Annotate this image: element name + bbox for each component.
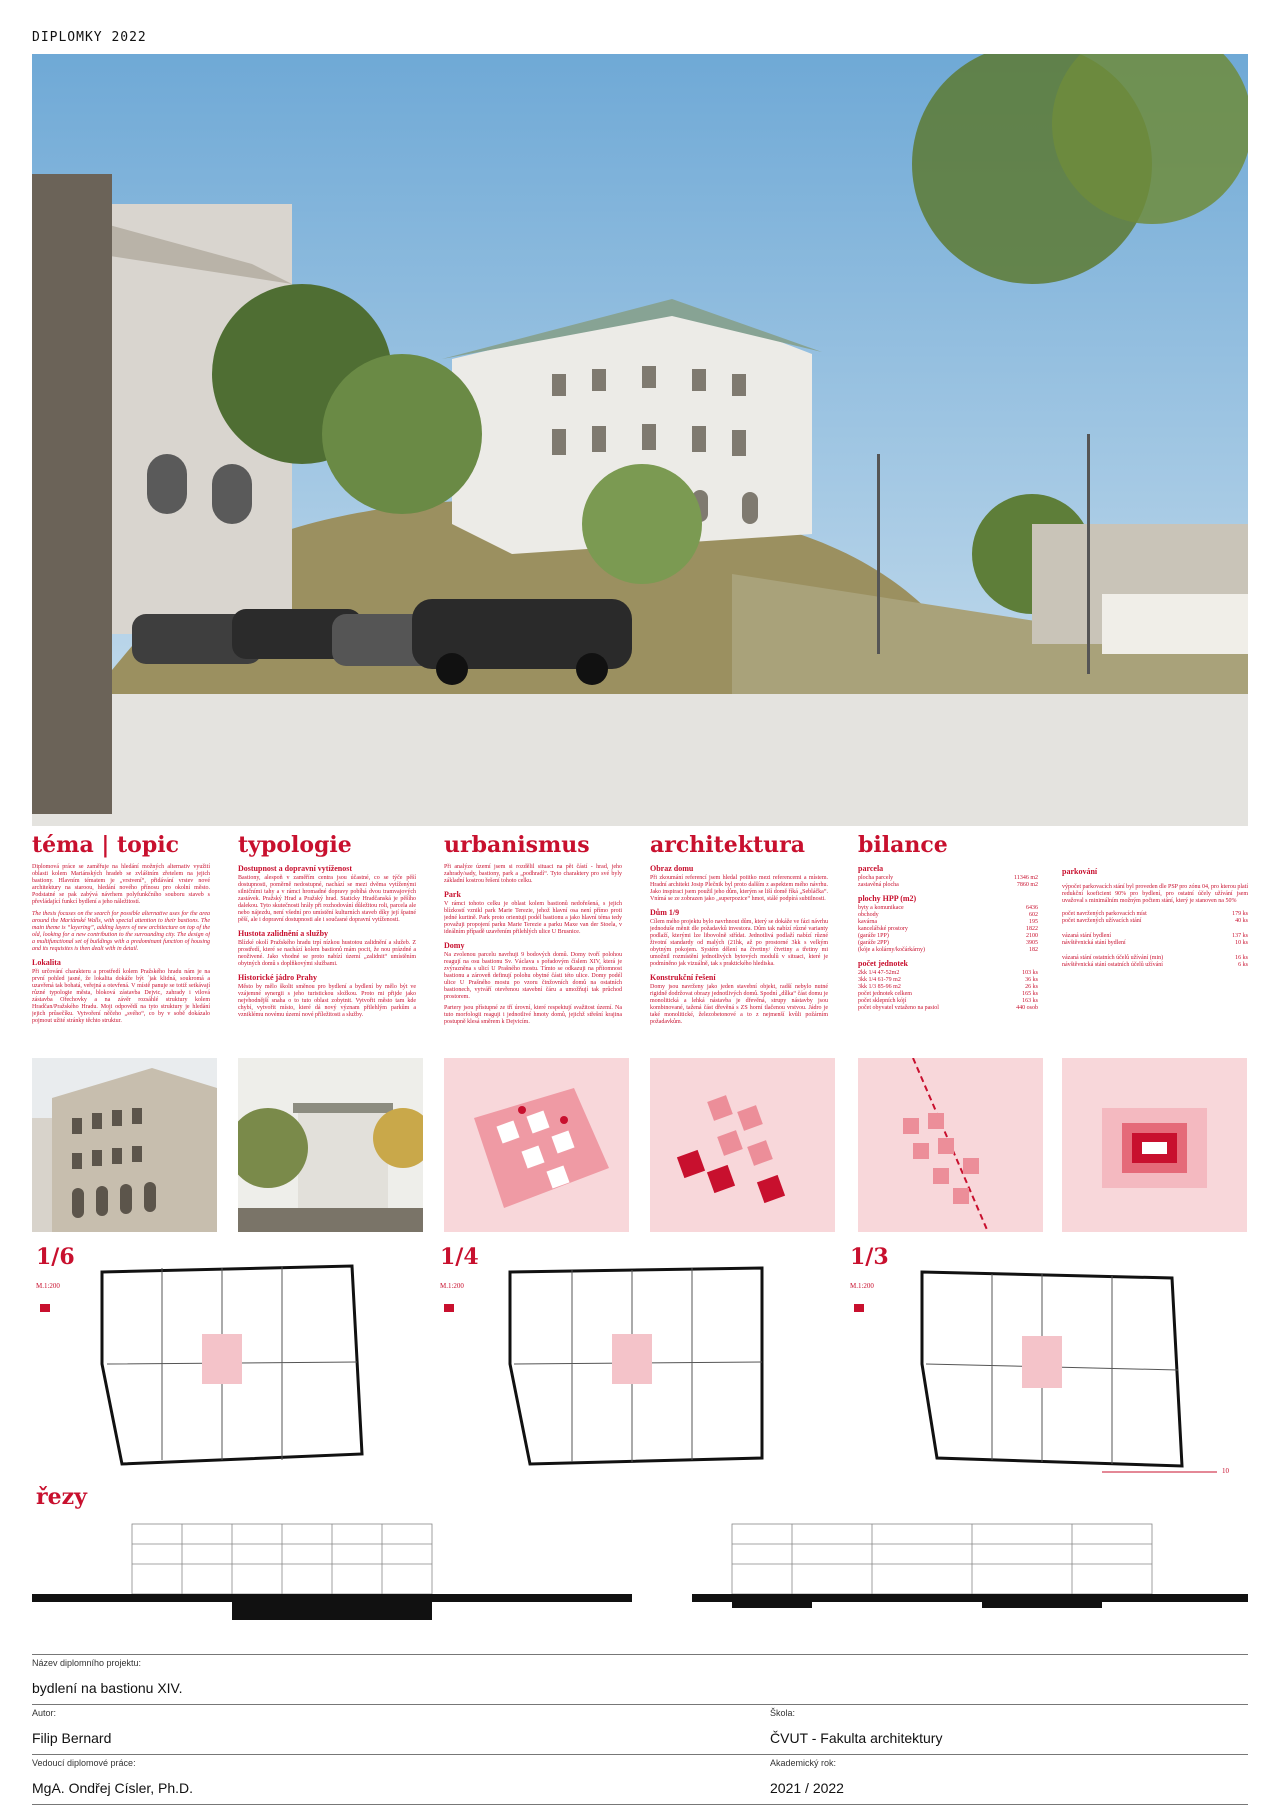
bilance-heading-pocet: počet jednotek xyxy=(858,959,908,968)
parcela-row xyxy=(858,882,1038,889)
plan-label-1-6: 1/6 xyxy=(36,1244,75,1270)
pocet-row-value: 103 ks xyxy=(1022,970,1038,976)
project-value: bydlení na bastionu XIV. xyxy=(32,1680,183,1696)
diagram-site-analysis xyxy=(444,1058,629,1232)
parkovani-other-row-label: návštěvnická stání ostatních účelů užívání xyxy=(1062,962,1163,968)
hero-rendering xyxy=(32,54,1248,826)
pocet-row xyxy=(858,977,1038,984)
bilance-heading-parcela: parcela xyxy=(858,864,884,873)
header-label: DIPLOMKY 2022 xyxy=(32,30,147,45)
urbanismus-paragraph-4: Partery jsou přístupné ze tří úrovní, které respektují svažitost území. Na tuto morfologii reaguji i jednotlivé hmoty domů, jejichž střešní krajina postupně klesá směrem k Dejvicím. xyxy=(444,1005,622,1025)
plochy-row xyxy=(858,912,1038,919)
parkovani-places-row-value: 179 ks xyxy=(1232,911,1248,917)
plan-scale-3: M.1:200 xyxy=(850,1282,874,1290)
plan-scale-2: M.1:200 xyxy=(440,1282,464,1290)
plochy-row xyxy=(858,905,1038,912)
plochy-row xyxy=(858,947,1038,954)
plochy-row-label: (kóje a kolárny/kočárkárny) xyxy=(858,947,925,953)
parcela-row-label: zastavěná plocha xyxy=(858,882,899,888)
plochy-row xyxy=(858,940,1038,947)
pocet-row-value: 36 ks xyxy=(1025,977,1038,983)
parkovani-other-row xyxy=(1062,962,1248,969)
typologie-heading-1: Dostupnost a dopravní vytíženost xyxy=(238,864,353,873)
tema-paragraph-en: The thesis focuses on the search for possible alternative uses for the area around the Mariánské Walls, with special attention to their bastions. The main theme is “layering”, adding layers of new architecture on top of the old, looking for a new contribution to the surrounding city. The design of a multifunctional set of buildings with a predominant function of housing and its requisites is then dealt with in detail. xyxy=(32,911,210,952)
column-typologie-title: typologie xyxy=(238,832,352,858)
reference-photo-building xyxy=(32,1058,217,1232)
parkovani-other-row-value: 16 ks xyxy=(1235,955,1248,961)
parkovani-housing-row-value: 137 ks xyxy=(1232,933,1248,939)
floor-plans-drawing xyxy=(32,1244,1248,1476)
architektura-paragraph-3: Domy jsou navrženy jako jeden stavební objekt, radší nebylo nutné rigidně dodržovat obrazy jednotlivých domů. Spodní „dílka“ část domu je monolitická a lehká nástavba je dřevěná, strupy nástavby jsou kombinované, tažená část dřevěná s ZS horní tlačenou vrstvou. Jádro je také monolitické, železobetonové a to z nejmenší kvůli požárním požadavkům. xyxy=(650,984,828,1025)
school-label: Škola: xyxy=(770,1708,796,1718)
sections-drawing xyxy=(32,1514,1248,1644)
pocet-row xyxy=(858,998,1038,1005)
urbanismus-paragraph-1: Při analýze území jsem si rozdělil situaci na pět částí - hrad, jeho zahrady/sady, bastiony, park a „podhradí“. Tyto charaktery pro své byly základní kostrou řešení tohoto celku. xyxy=(444,864,622,884)
pocet-row xyxy=(858,970,1038,977)
plochy-row xyxy=(858,926,1038,933)
pocet-row-label: počet sklepních kójí xyxy=(858,998,907,1004)
supervisor-label: Vedoucí diplomové práce: xyxy=(32,1758,136,1768)
tema-paragraph-lokalita: Při určování charakteru a prostředí kolem Pražského hradu nám je na první pohled jasné, že lokalita dokáže být ´jak klidná, soukromá a uzavřená tak bohatá, veřejná a otevřená. V místě panuje se totiž setkávají různé typologie města, bloková zástavba Dejvic, zahrady i vilová zástavba Ořechovky a na závěr rozsáhlé struktury kolem Hradčan/Pražského Hradu. Moji odpovědí na tyto struktury je hledání jejich průsečíku. Vytvoření něčeho „svého“, co by v sobě dokázalo pojmout užité stránky těchto struktur. xyxy=(32,969,210,1024)
pocet-row-label: 3kk 1/3 85-96 m2 xyxy=(858,984,901,990)
architektura-paragraph-2: Cílem mého projektu bylo navrhnout dům, který se dokáže ve fázi návrhu jednoduše měnit dle požadavků investora. Dům tak nabízí různé varianty podlaží, kterými lze libovolně střídat. Jednotlivá podlaží nabízí různé životní standardy od malých (21hk, až po prostorné 3kk s velkým obytným pokojem. Systém dělení na čtvrtiny/ čtvrtiny a třetiny mi umožnil rozmístění jednotlivých bytových modulů v situaci, které je podmíněno jak vizuálně, tak s praktického hlediska. xyxy=(650,919,828,967)
typologie-heading-2: Hustota zalidnění a služby xyxy=(238,929,329,938)
plochy-row-label: kancelářské prostory xyxy=(858,926,908,932)
school-value: ČVUT - Fakulta architektury xyxy=(770,1730,943,1746)
plochy-row-value: 3905 xyxy=(1026,940,1038,946)
plochy-row-label: (garáže 2PP) xyxy=(858,940,889,946)
urbanismus-paragraph-3: Na zvolenou parcelu navrhuji 9 bodových domů. Domy tvoří polohou reagují na osu bastionu Sv. Václava s pořadovým číslem XIV, která je zvýrazněna s ulicí U Prašného mostu. Tímto se odkazuji na přítomnost bastionu a zároveň definují polohu obytné části této ulice. Domy podél ulice U Prašného mostu po vzoru činžovních domů na ostatních bastionech, vytváří otevřenou stavební čáru a umožňují tak průchod prostorem. xyxy=(444,952,622,1000)
architektura-heading-3: Konstrukční řešení xyxy=(650,973,716,982)
urbanismus-paragraph-2: V rámci tohoto celku je oblast kolem bastionů nedořešená, s jejich blízkostí vznikl park Marie Terezie, jehož hlavní osa není přímo proti jedné kurtině. Park proto orientuji podél bastionu a jako hlavní téma tedy považuji propojení parku Marie Terezie a parku Maxe van der Stoela, v ideálním případě uzavřením přilehlých ulice U Brusnice. xyxy=(444,901,622,935)
typologie-paragraph-1: Bastiony, alespoň v zaměřím centra jsou účastné, co se týče pěší dostupnosti, poměrně nedostupné, nachází se mezi dvěma vytíženými silničními tahy a v rámci hromadné dopravy pobíhá dvou tramvajových zastávek. Pražský Hrad a Pražský hrad. Staticky Hradčanská je pěšího dalekou. Tyto skutečnosti hrály při rozhodování důležitou roli, parcela ale nebo nájezdu, není všední pro umístění kulturních staveb díky její špatné pěší, ale i dopravní dostupnosti ale i současné dopravní vytíženosti. xyxy=(238,875,416,923)
parkovani-housing-row-value: 10 ks xyxy=(1235,940,1248,946)
architektura-paragraph-1: Při zkoumání referencí jsem hledal poiitko mezi referencemi a místem. Hradní architekt Josip Plečnik byl proto dalším z aspektem mého návrhu. Jako inspiraci jsem použil jeho dům, kterým se liší domě říká „Sebláčka“. Vnímá se ze zobrazen jako „superpozice“ hmot, stálé podpírá subtilnosti. xyxy=(650,875,828,902)
pocet-row-label: 3kk 1/4 61-79 m2 xyxy=(858,977,901,983)
typologie-paragraph-3: Město by mělo školit směnou pro bydlení a bydlení by mělo být ve vzájemné synergii s jeho turistickou složkou. Proto mi přijde jako nejvhodnější snaha o to tuto oblast zobytnit. Vytvořit město tam kde chybí, vytvořit místo, které dá nový význam přilehlým parkům a vzniklému novému území nové příležitosti a služby. xyxy=(238,984,416,1018)
pocet-row xyxy=(858,991,1038,998)
column-architektura-title: architektura xyxy=(650,832,805,858)
plochy-row xyxy=(858,919,1038,926)
parkovani-housing-row-label: vázaná stání bydlení xyxy=(1062,933,1111,939)
supervisor-value: MgA. Ondřej Císler, Ph.D. xyxy=(32,1780,194,1796)
plochy-row-value: 182 xyxy=(1029,947,1038,953)
parcela-row-label: plocha parcely xyxy=(858,875,894,881)
year-label: Akademický rok: xyxy=(770,1758,837,1768)
plochy-row-value: 195 xyxy=(1029,919,1038,925)
plan-scale-1: M.1:200 xyxy=(36,1282,60,1290)
pocet-row-label: 2kk 1/4 47-52m2 xyxy=(858,970,900,976)
year-value: 2021 / 2022 xyxy=(770,1780,844,1796)
column-tema xyxy=(32,832,210,1046)
plochy-row-label: obchody xyxy=(858,912,879,918)
parcela-row-value: 7860 m2 xyxy=(1016,882,1038,888)
column-urbanismus xyxy=(444,832,622,1046)
diagram-axis xyxy=(858,1058,1043,1232)
pocet-row-value: 165 ks xyxy=(1022,991,1038,997)
parkovani-housing-row xyxy=(1062,940,1248,947)
plochy-row xyxy=(858,933,1038,940)
parkovani-places-row xyxy=(1062,918,1248,925)
plochy-row-label: byty a komunikace xyxy=(858,905,904,911)
rendering-street-view xyxy=(238,1058,423,1232)
typologie-heading-3: Historické jádro Prahy xyxy=(238,973,317,982)
bilance-heading-plochy: plochy HPP (m2) xyxy=(858,894,917,903)
pocet-row xyxy=(858,984,1038,991)
column-bilance xyxy=(858,832,1038,1046)
author-label: Autor: xyxy=(32,1708,57,1718)
parcela-row xyxy=(858,875,1038,882)
sections-title: řezy xyxy=(36,1484,87,1510)
parkovani-places-row xyxy=(1062,911,1248,918)
tema-heading-lokalita: Lokalita xyxy=(32,958,61,967)
tema-paragraph-cz: Diplomová práce se zaměřuje na hledání možných alternativ využití oblasti kolem Mariánských hradeb se zvláštním zřetelem na jejich bastiony. Hlavním tématem je „vrstvení“, přidávání vrstev nové architektury na staroou, hledání nového přínosu pro okolní město. Podstatné se pak zabývá návrhem polyfunkčního souboru staveb s převládající funkcí bydlení a jeho náležitostí. xyxy=(32,864,210,905)
parkovani-other-row xyxy=(1062,955,1248,962)
column-parkovani xyxy=(1062,832,1248,1046)
parkovani-places-row-value: 40 ks xyxy=(1235,918,1248,924)
parkovani-paragraph: výpočet parkovacích stání byl proveden dle PSP pro zónu 04, pro kterou platí redukční koeficient 90% pro bydlení, pro ostatní účely užívání jsem uvažoval s minimálním možným počtem stání, který je stanoven na 50% xyxy=(1062,884,1248,904)
column-bilance-title: bilance xyxy=(858,832,948,858)
architektura-heading-1: Obraz domu xyxy=(650,864,694,873)
parkovani-housing-row xyxy=(1062,933,1248,940)
pocet-row-value: 440 osob xyxy=(1016,1005,1038,1011)
plochy-row-label: kavárna xyxy=(858,919,877,925)
plochy-row-value: 1822 xyxy=(1026,926,1038,932)
pocet-row xyxy=(858,1005,1038,1012)
parkovani-places-row-label: počet navržených parkovacích míst xyxy=(1062,911,1147,917)
plan-scalebar-label: 10 xyxy=(1222,1467,1229,1475)
parcela-row-value: 11346 m2 xyxy=(1014,875,1038,881)
column-typologie xyxy=(238,832,416,1046)
author-value: Filip Bernard xyxy=(32,1730,112,1746)
column-architektura xyxy=(650,832,828,1046)
plochy-row-value: 602 xyxy=(1029,912,1038,918)
plochy-row-value: 6436 xyxy=(1026,905,1038,911)
pocet-row-value: 26 ks xyxy=(1025,984,1038,990)
parkovani-places-row-label: počet navržených užívacích stání xyxy=(1062,918,1142,924)
project-label: Název diplomního projektu: xyxy=(32,1658,142,1668)
plan-label-1-4: 1/4 xyxy=(440,1244,479,1270)
parkovani-housing-row-label: návštěvnická stání bydlení xyxy=(1062,940,1126,946)
urbanismus-heading-domy: Domy xyxy=(444,941,465,950)
typologie-paragraph-2: Blízké okolí Pražského hradu trpí nízkou hustotou zalidnění a služeb. Z prostředí, které se nachází kolem bastionů mám pocit, že nou prázdné a neoživené. Jako vhodné se proto nabízí území „zalidnit“ umístěním obytných domů s doplňkovými službami. xyxy=(238,940,416,967)
parkovani-other-row-label: vázaná stání ostatních účelů užívání (min) xyxy=(1062,955,1164,961)
diagram-unit-module xyxy=(1062,1058,1247,1232)
bilance-heading-parkovani: parkování xyxy=(1062,867,1098,876)
diagram-building-masses xyxy=(650,1058,835,1232)
plochy-row-value: 2100 xyxy=(1026,933,1038,939)
urbanismus-heading-park: Park xyxy=(444,890,461,899)
architektura-heading-2: Dům 1/9 xyxy=(650,908,680,917)
pocet-row-label: počet jednotek celkem xyxy=(858,991,912,997)
pocet-row-value: 163 ks xyxy=(1022,998,1038,1004)
parkovani-other-row-value: 6 ks xyxy=(1238,962,1248,968)
pocet-row-label: počet obyvatel vztaženo na pasiol xyxy=(858,1005,939,1011)
column-tema-title: téma | topic xyxy=(32,832,179,858)
plochy-row-label: (garáže 1PP) xyxy=(858,933,889,939)
plan-label-1-3: 1/3 xyxy=(850,1244,889,1270)
column-urbanismus-title: urbanismus xyxy=(444,832,590,858)
